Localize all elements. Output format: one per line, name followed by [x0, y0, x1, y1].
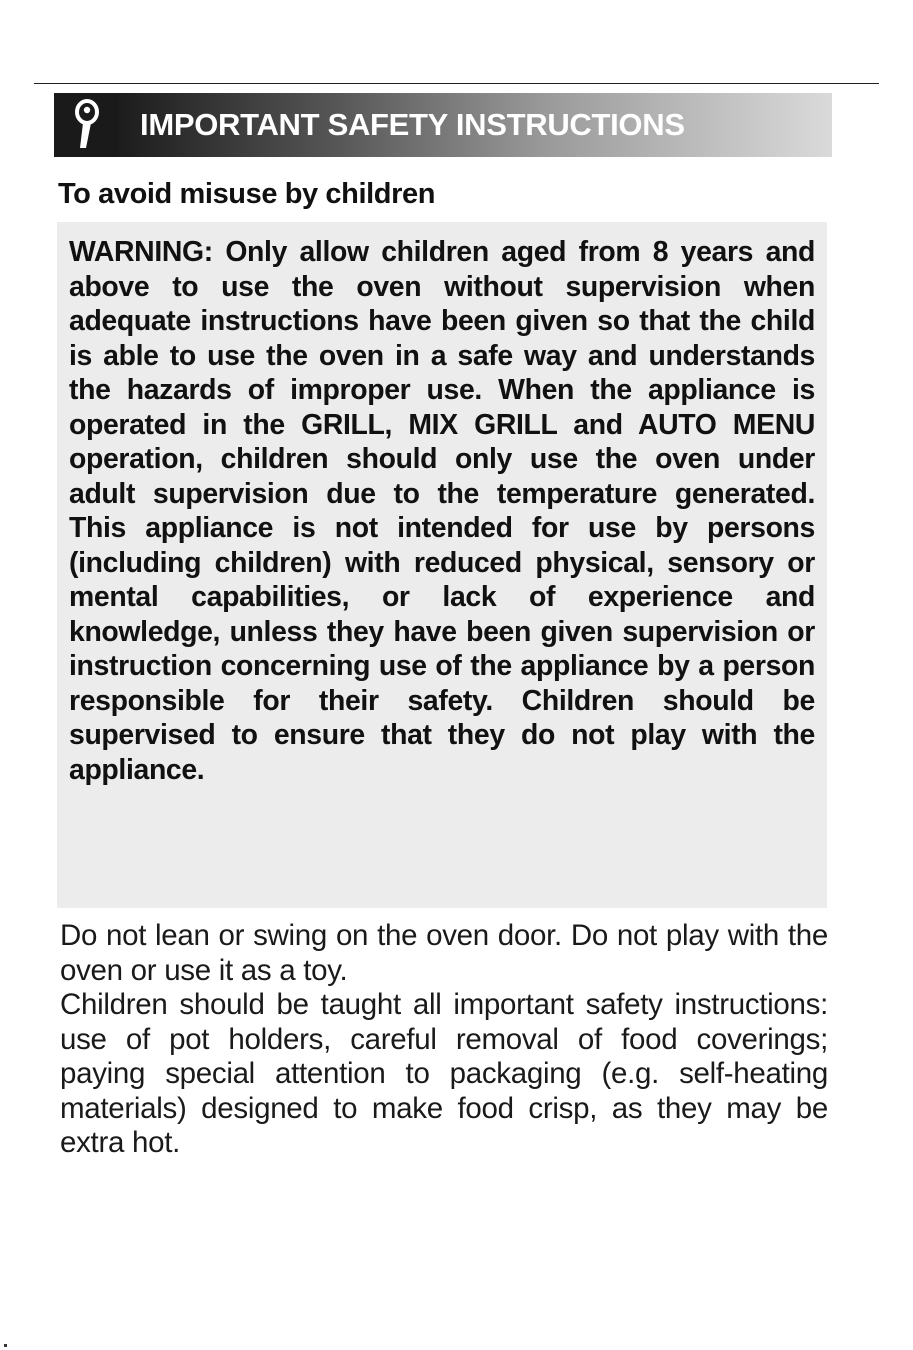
header-title-bar [118, 93, 832, 157]
body-text [60, 919, 828, 1161]
page-title: IMPORTANT SAFETY INSTRUCTIONS [140, 107, 685, 142]
safety-header-banner [54, 93, 832, 157]
warning-text: WARNING: Only allow children aged from 8 years and above to use the oven without supervision when adequate instructions have been given so that the child is able to use the oven in a safe way and understands the hazards of improper use. When the appliance is operated in the GRILL, MIX GRILL and AUTO MENU operation, children should only use the oven under adult supervision due to the temperature generated. This appliance is not intended for use by persons (including children) with reduced physical, sensory or mental capabilities, or lack of experience and knowledge, unless they have been given supervision or instruction concerning use of the appliance by a person responsible for their safety. Children should be supervised to ensure that they do not play with the appliance. [69, 236, 815, 786]
body-paragraph-1: Do not lean or swing on the oven door. Do not play with the oven or use it as a toy. [60, 919, 828, 987]
top-divider [34, 83, 879, 84]
info-lightbulb-icon [54, 93, 118, 157]
body-paragraph-2: Children should be taught all important safety instructions: use of pot holders, careful removal of food coverings; paying special attention to packaging (e.g. self-heating materials) designed to make food crisp, as they may be extra hot. [60, 988, 828, 1159]
page-corner-mark [4, 1344, 7, 1347]
warning-box [57, 222, 827, 908]
section-heading: To avoid misuse by children [58, 178, 436, 210]
